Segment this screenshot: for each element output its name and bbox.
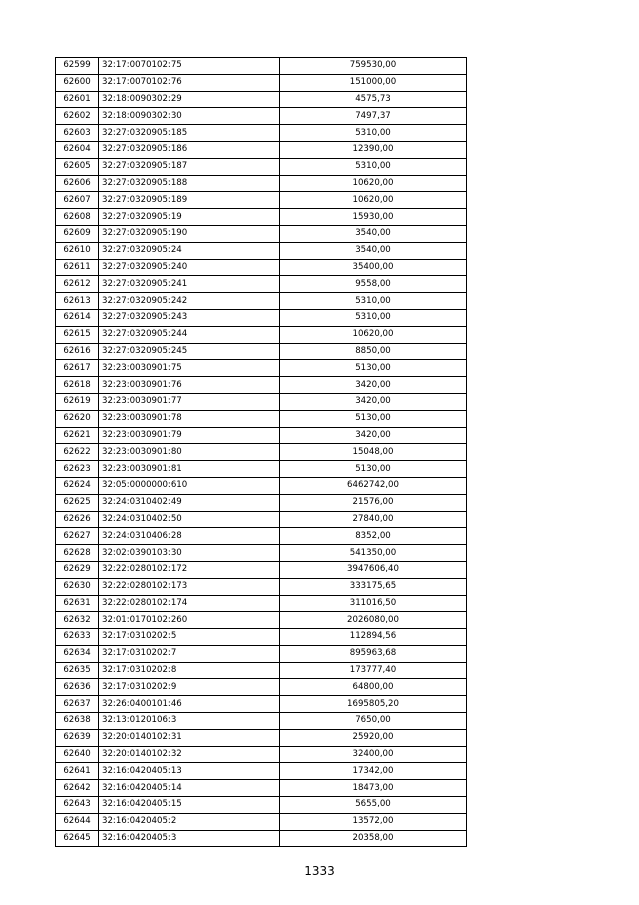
table-row xyxy=(56,158,467,175)
row-number-cell: 62644 xyxy=(56,813,99,830)
table-row xyxy=(56,595,467,612)
cadastral-number-cell: 32:27:0320905:187 xyxy=(99,158,280,175)
row-number-cell: 62613 xyxy=(56,293,99,310)
row-number-cell: 62619 xyxy=(56,393,99,410)
cadastral-number-cell: 32:27:0320905:186 xyxy=(99,141,280,158)
page-number: 1333 xyxy=(304,864,335,878)
table-row xyxy=(56,696,467,713)
row-number-cell: 62638 xyxy=(56,713,99,730)
value-cell: 5130,00 xyxy=(280,360,467,377)
row-number-cell: 62615 xyxy=(56,326,99,343)
table-row xyxy=(56,410,467,427)
cadastral-number-cell: 32:22:0280102:172 xyxy=(99,561,280,578)
cadastral-number-cell: 32:27:0320905:185 xyxy=(99,125,280,142)
table-row xyxy=(56,813,467,830)
value-cell: 112894,56 xyxy=(280,629,467,646)
row-number-cell: 62617 xyxy=(56,360,99,377)
value-cell: 895963,68 xyxy=(280,645,467,662)
row-number-cell: 62616 xyxy=(56,343,99,360)
table-row xyxy=(56,74,467,91)
row-number-cell: 62601 xyxy=(56,91,99,108)
table-row xyxy=(56,528,467,545)
value-cell: 64800,00 xyxy=(280,679,467,696)
value-cell: 20358,00 xyxy=(280,830,467,847)
cadastral-number-cell: 32:17:0310202:7 xyxy=(99,645,280,662)
cadastral-number-cell: 32:16:0420405:2 xyxy=(99,813,280,830)
row-number-cell: 62605 xyxy=(56,158,99,175)
cadastral-number-cell: 32:27:0320905:243 xyxy=(99,309,280,326)
table-row xyxy=(56,276,467,293)
value-cell: 13572,00 xyxy=(280,813,467,830)
value-cell: 173777,40 xyxy=(280,662,467,679)
table-row xyxy=(56,494,467,511)
value-cell: 35400,00 xyxy=(280,259,467,276)
value-cell: 10620,00 xyxy=(280,175,467,192)
cadastral-number-cell: 32:17:0310202:9 xyxy=(99,679,280,696)
table-row xyxy=(56,561,467,578)
row-number-cell: 62600 xyxy=(56,74,99,91)
value-cell: 9558,00 xyxy=(280,276,467,293)
value-cell: 18473,00 xyxy=(280,780,467,797)
value-cell: 21576,00 xyxy=(280,494,467,511)
cadastral-number-cell: 32:23:0030901:78 xyxy=(99,410,280,427)
table-row xyxy=(56,662,467,679)
cadastral-number-cell: 32:27:0320905:189 xyxy=(99,192,280,209)
table-row xyxy=(56,578,467,595)
value-cell: 4575,73 xyxy=(280,91,467,108)
row-number-cell: 62624 xyxy=(56,477,99,494)
value-cell: 25920,00 xyxy=(280,729,467,746)
cadastral-number-cell: 32:27:0320905:19 xyxy=(99,209,280,226)
value-cell: 311016,50 xyxy=(280,595,467,612)
row-number-cell: 62626 xyxy=(56,511,99,528)
table-row xyxy=(56,309,467,326)
value-cell: 5130,00 xyxy=(280,410,467,427)
value-cell: 5310,00 xyxy=(280,158,467,175)
value-cell: 8850,00 xyxy=(280,343,467,360)
cadastral-number-cell: 32:27:0320905:244 xyxy=(99,326,280,343)
table-row xyxy=(56,326,467,343)
value-cell: 759530,00 xyxy=(280,58,467,75)
row-number-cell: 62623 xyxy=(56,461,99,478)
table-row xyxy=(56,763,467,780)
table-row xyxy=(56,427,467,444)
value-cell: 3420,00 xyxy=(280,427,467,444)
table-row xyxy=(56,645,467,662)
value-cell: 5655,00 xyxy=(280,797,467,814)
row-number-cell: 62634 xyxy=(56,645,99,662)
table-row xyxy=(56,746,467,763)
cadastral-number-cell: 32:27:0320905:24 xyxy=(99,242,280,259)
table-row xyxy=(56,108,467,125)
registry-table xyxy=(55,57,467,847)
cadastral-number-cell: 32:05:0000000:610 xyxy=(99,477,280,494)
row-number-cell: 62606 xyxy=(56,175,99,192)
table-row xyxy=(56,343,467,360)
value-cell: 7497,37 xyxy=(280,108,467,125)
table-row xyxy=(56,545,467,562)
row-number-cell: 62618 xyxy=(56,377,99,394)
row-number-cell: 62614 xyxy=(56,309,99,326)
cadastral-number-cell: 32:16:0420405:3 xyxy=(99,830,280,847)
table-row xyxy=(56,477,467,494)
value-cell: 32400,00 xyxy=(280,746,467,763)
cadastral-number-cell: 32:17:0070102:76 xyxy=(99,74,280,91)
row-number-cell: 62637 xyxy=(56,696,99,713)
row-number-cell: 62610 xyxy=(56,242,99,259)
cadastral-number-cell: 32:23:0030901:81 xyxy=(99,461,280,478)
row-number-cell: 62608 xyxy=(56,209,99,226)
table-row xyxy=(56,209,467,226)
table-row xyxy=(56,58,467,75)
row-number-cell: 62602 xyxy=(56,108,99,125)
cadastral-number-cell: 32:17:0070102:75 xyxy=(99,58,280,75)
cadastral-number-cell: 32:01:0170102:260 xyxy=(99,612,280,629)
value-cell: 15930,00 xyxy=(280,209,467,226)
cadastral-number-cell: 32:24:0310402:50 xyxy=(99,511,280,528)
row-number-cell: 62604 xyxy=(56,141,99,158)
value-cell: 10620,00 xyxy=(280,326,467,343)
value-cell: 541350,00 xyxy=(280,545,467,562)
cadastral-number-cell: 32:18:0090302:30 xyxy=(99,108,280,125)
table-row xyxy=(56,511,467,528)
table-row xyxy=(56,713,467,730)
value-cell: 2026080,00 xyxy=(280,612,467,629)
cadastral-number-cell: 32:27:0320905:245 xyxy=(99,343,280,360)
cadastral-number-cell: 32:23:0030901:80 xyxy=(99,444,280,461)
row-number-cell: 62645 xyxy=(56,830,99,847)
value-cell: 3420,00 xyxy=(280,377,467,394)
value-cell: 17342,00 xyxy=(280,763,467,780)
cadastral-number-cell: 32:26:0400101:46 xyxy=(99,696,280,713)
row-number-cell: 62643 xyxy=(56,797,99,814)
value-cell: 3540,00 xyxy=(280,225,467,242)
value-cell: 15048,00 xyxy=(280,444,467,461)
table-row xyxy=(56,780,467,797)
cadastral-number-cell: 32:20:0140102:32 xyxy=(99,746,280,763)
cadastral-number-cell: 32:17:0310202:8 xyxy=(99,662,280,679)
table-row xyxy=(56,444,467,461)
value-cell: 12390,00 xyxy=(280,141,467,158)
table-body xyxy=(56,58,467,847)
row-number-cell: 62609 xyxy=(56,225,99,242)
table-row xyxy=(56,141,467,158)
table-row xyxy=(56,91,467,108)
value-cell: 5310,00 xyxy=(280,125,467,142)
value-cell: 8352,00 xyxy=(280,528,467,545)
cadastral-number-cell: 32:22:0280102:174 xyxy=(99,595,280,612)
table-row xyxy=(56,293,467,310)
row-number-cell: 62630 xyxy=(56,578,99,595)
row-number-cell: 62611 xyxy=(56,259,99,276)
row-number-cell: 62612 xyxy=(56,276,99,293)
row-number-cell: 62635 xyxy=(56,662,99,679)
table-row xyxy=(56,612,467,629)
value-cell: 3947606,40 xyxy=(280,561,467,578)
row-number-cell: 62627 xyxy=(56,528,99,545)
row-number-cell: 62640 xyxy=(56,746,99,763)
row-number-cell: 62642 xyxy=(56,780,99,797)
row-number-cell: 62603 xyxy=(56,125,99,142)
value-cell: 5130,00 xyxy=(280,461,467,478)
value-cell: 1695805,20 xyxy=(280,696,467,713)
value-cell: 10620,00 xyxy=(280,192,467,209)
value-cell: 6462742,00 xyxy=(280,477,467,494)
table-row xyxy=(56,192,467,209)
cadastral-number-cell: 32:27:0320905:188 xyxy=(99,175,280,192)
cadastral-number-cell: 32:23:0030901:75 xyxy=(99,360,280,377)
table-row xyxy=(56,679,467,696)
table-row xyxy=(56,729,467,746)
table-row xyxy=(56,242,467,259)
table-row xyxy=(56,629,467,646)
cadastral-number-cell: 32:24:0310406:28 xyxy=(99,528,280,545)
table-row xyxy=(56,125,467,142)
row-number-cell: 62636 xyxy=(56,679,99,696)
value-cell: 3540,00 xyxy=(280,242,467,259)
row-number-cell: 62641 xyxy=(56,763,99,780)
cadastral-number-cell: 32:16:0420405:15 xyxy=(99,797,280,814)
row-number-cell: 62625 xyxy=(56,494,99,511)
cadastral-number-cell: 32:27:0320905:241 xyxy=(99,276,280,293)
row-number-cell: 62620 xyxy=(56,410,99,427)
cadastral-number-cell: 32:24:0310402:49 xyxy=(99,494,280,511)
value-cell: 7650,00 xyxy=(280,713,467,730)
table-row xyxy=(56,175,467,192)
value-cell: 5310,00 xyxy=(280,309,467,326)
value-cell: 333175,65 xyxy=(280,578,467,595)
cadastral-number-cell: 32:20:0140102:31 xyxy=(99,729,280,746)
cadastral-number-cell: 32:23:0030901:79 xyxy=(99,427,280,444)
cadastral-number-cell: 32:16:0420405:14 xyxy=(99,780,280,797)
value-cell: 3420,00 xyxy=(280,393,467,410)
cadastral-number-cell: 32:02:0390103:30 xyxy=(99,545,280,562)
row-number-cell: 62621 xyxy=(56,427,99,444)
row-number-cell: 62632 xyxy=(56,612,99,629)
row-number-cell: 62629 xyxy=(56,561,99,578)
value-cell: 151000,00 xyxy=(280,74,467,91)
cadastral-number-cell: 32:13:0120106:3 xyxy=(99,713,280,730)
table-row xyxy=(56,259,467,276)
value-cell: 5310,00 xyxy=(280,293,467,310)
table-row xyxy=(56,377,467,394)
cadastral-number-cell: 32:23:0030901:77 xyxy=(99,393,280,410)
cadastral-number-cell: 32:27:0320905:242 xyxy=(99,293,280,310)
table-row xyxy=(56,360,467,377)
row-number-cell: 62599 xyxy=(56,58,99,75)
table-row xyxy=(56,225,467,242)
value-cell: 27840,00 xyxy=(280,511,467,528)
row-number-cell: 62607 xyxy=(56,192,99,209)
table-row xyxy=(56,461,467,478)
row-number-cell: 62631 xyxy=(56,595,99,612)
cadastral-number-cell: 32:27:0320905:190 xyxy=(99,225,280,242)
cadastral-number-cell: 32:17:0310202:5 xyxy=(99,629,280,646)
cadastral-number-cell: 32:23:0030901:76 xyxy=(99,377,280,394)
row-number-cell: 62622 xyxy=(56,444,99,461)
table-row xyxy=(56,797,467,814)
cadastral-number-cell: 32:16:0420405:13 xyxy=(99,763,280,780)
table-row xyxy=(56,830,467,847)
row-number-cell: 62628 xyxy=(56,545,99,562)
row-number-cell: 62633 xyxy=(56,629,99,646)
cadastral-number-cell: 32:22:0280102:173 xyxy=(99,578,280,595)
table-row xyxy=(56,393,467,410)
cadastral-number-cell: 32:18:0090302:29 xyxy=(99,91,280,108)
cadastral-number-cell: 32:27:0320905:240 xyxy=(99,259,280,276)
row-number-cell: 62639 xyxy=(56,729,99,746)
